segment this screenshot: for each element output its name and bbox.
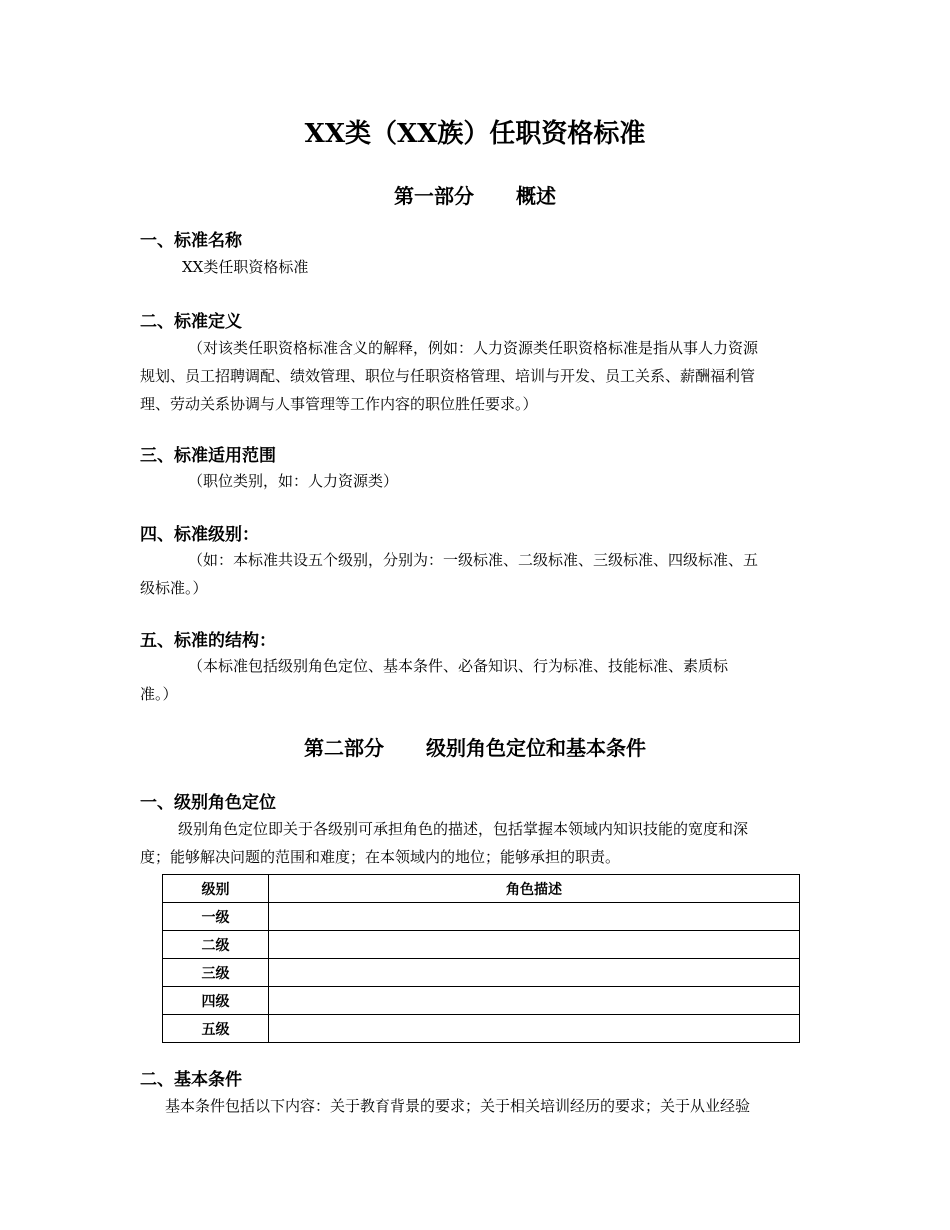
section-structure-line-1: （本标准包括级别角色定位、基本条件、必备知识、行为标准、技能标准、素质标 <box>188 657 729 675</box>
table-row <box>163 931 800 959</box>
table-row <box>163 1015 800 1043</box>
table-header-row <box>163 875 800 903</box>
table-row <box>163 959 800 987</box>
section-definition-line-3: 理、劳动关系协调与人事管理等工作内容的职位胜任要求。） <box>140 395 538 413</box>
table-cell-description[interactable] <box>269 903 800 931</box>
section-scope-heading: 三、标准适用范围 <box>140 446 276 466</box>
section-basic-conditions-heading: 二、基本条件 <box>140 1070 242 1090</box>
table-cell-level: 二级 <box>163 931 269 959</box>
section-standard-name-text: XX类任职资格标准 <box>182 258 309 276</box>
section-role-line-2: 度；能够解决问题的范围和难度；在本领域内的地位；能够承担的职责。 <box>140 848 621 866</box>
section-levels-line-2: 级标准。） <box>140 579 208 597</box>
table-cell-level: 三级 <box>163 959 269 987</box>
section-definition-line-1: （对该类任职资格标准含义的解释，例如：人力资源类任职资格标准是指从事人力资源 <box>188 339 759 357</box>
table-cell-description[interactable] <box>269 987 800 1015</box>
section-role-heading: 一、级别角色定位 <box>140 793 276 813</box>
part-one-name: 概述 <box>516 184 556 208</box>
table-cell-description[interactable] <box>269 1015 800 1043</box>
table-cell-level: 五级 <box>163 1015 269 1043</box>
table-header-level: 级别 <box>163 875 269 903</box>
part-one-heading <box>0 180 950 209</box>
section-structure-heading: 五、标准的结构： <box>140 631 276 651</box>
section-definition-heading: 二、标准定义 <box>140 312 242 332</box>
page-title: XX类（XX族）任职资格标准 <box>304 119 646 149</box>
table-cell-description[interactable] <box>269 959 800 987</box>
section-basic-conditions-line-1: 基本条件包括以下内容：关于教育背景的要求；关于相关培训经历的要求；关于从业经验 <box>165 1097 751 1115</box>
part-two-name: 级别角色定位和基本条件 <box>426 736 646 760</box>
table-header-description: 角色描述 <box>269 875 800 903</box>
section-structure-line-2: 准。） <box>140 685 178 703</box>
part-two-number: 第二部分 <box>304 736 384 760</box>
section-standard-name-heading: 一、标准名称 <box>140 231 242 251</box>
table-cell-description[interactable] <box>269 931 800 959</box>
part-two-heading <box>0 732 950 761</box>
role-table <box>162 874 800 1043</box>
section-role-line-1: 级别角色定位即关于各级别可承担角色的描述，包括掌握本领域内知识技能的宽度和深 <box>178 820 749 838</box>
section-scope-text: （职位类别，如：人力资源类） <box>188 472 399 490</box>
section-levels-line-1: （如：本标准共设五个级别，分别为：一级标准、二级标准、三级标准、四级标准、五 <box>188 551 759 569</box>
table-row <box>163 903 800 931</box>
table-row <box>163 987 800 1015</box>
section-levels-heading: 四、标准级别： <box>140 525 259 545</box>
part-one-number: 第一部分 <box>394 184 474 208</box>
section-definition-line-2: 规划、员工招聘调配、绩效管理、职位与任职资格管理、培训与开发、员工关系、薪酬福利管 <box>140 367 756 385</box>
table-cell-level: 一级 <box>163 903 269 931</box>
table-cell-level: 四级 <box>163 987 269 1015</box>
